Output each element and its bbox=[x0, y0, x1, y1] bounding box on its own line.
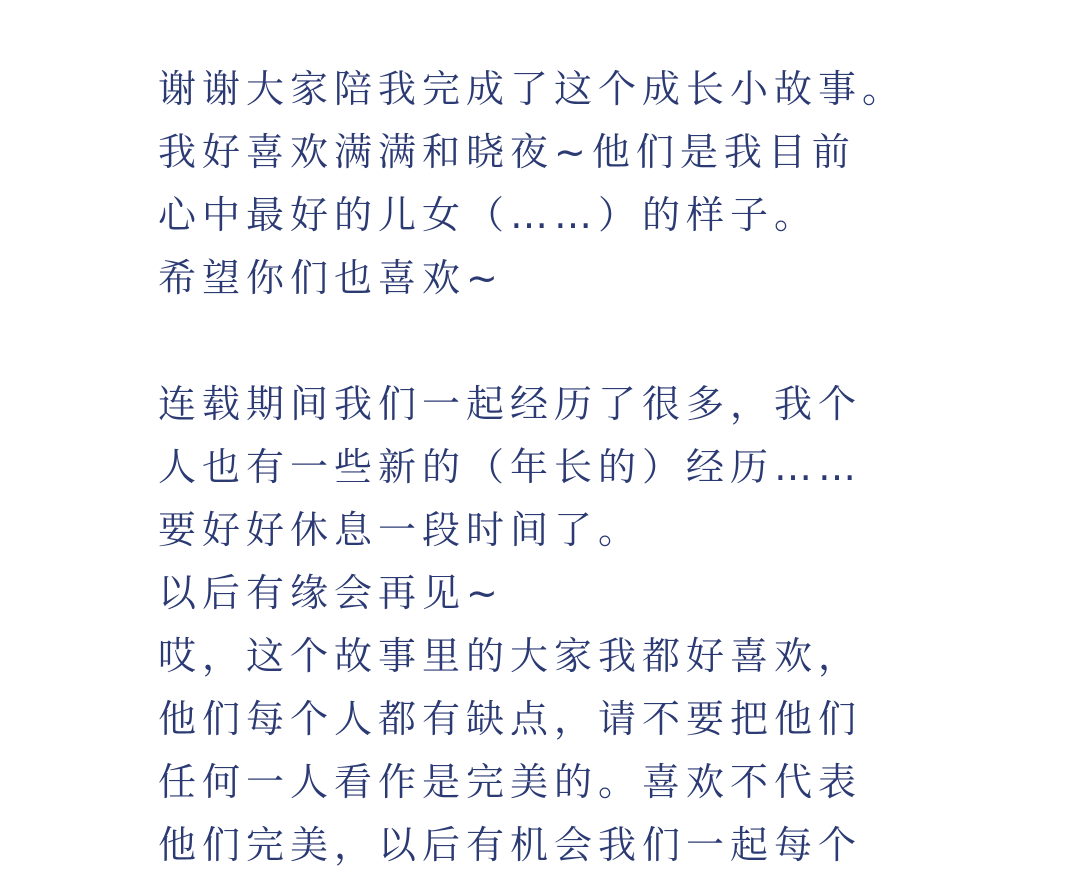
paragraph-thanks bbox=[158, 58, 1018, 310]
text-line: 谢谢大家陪我完成了这个成长小故事。 bbox=[158, 67, 907, 111]
text-line: 他们完美，以后有机会我们一起每个 bbox=[158, 823, 863, 867]
text-line: 希望你们也喜欢~ bbox=[158, 256, 504, 300]
text-line: 连载期间我们一起经历了很多，我个 bbox=[158, 382, 863, 426]
paragraph-serialization bbox=[158, 373, 1018, 877]
text-line: 人也有一些新的（年长的）经历…… bbox=[158, 445, 863, 489]
text-line: 我好喜欢满满和晓夜~他们是我目前 bbox=[158, 130, 856, 174]
text-line: 以后有缘会再见~ bbox=[158, 571, 504, 615]
text-line: 哎，这个故事里的大家我都好喜欢， bbox=[158, 634, 863, 678]
text-line: 要好好休息一段时间了。 bbox=[158, 508, 643, 552]
paragraph-gap bbox=[158, 310, 1018, 373]
text-line: 心中最好的儿女（……）的样子。 bbox=[158, 193, 819, 237]
afterword-note bbox=[158, 58, 1018, 877]
text-line: 他们每个人都有缺点，请不要把他们 bbox=[158, 697, 863, 741]
text-line: 任何一人看作是完美的。喜欢不代表 bbox=[158, 760, 863, 804]
